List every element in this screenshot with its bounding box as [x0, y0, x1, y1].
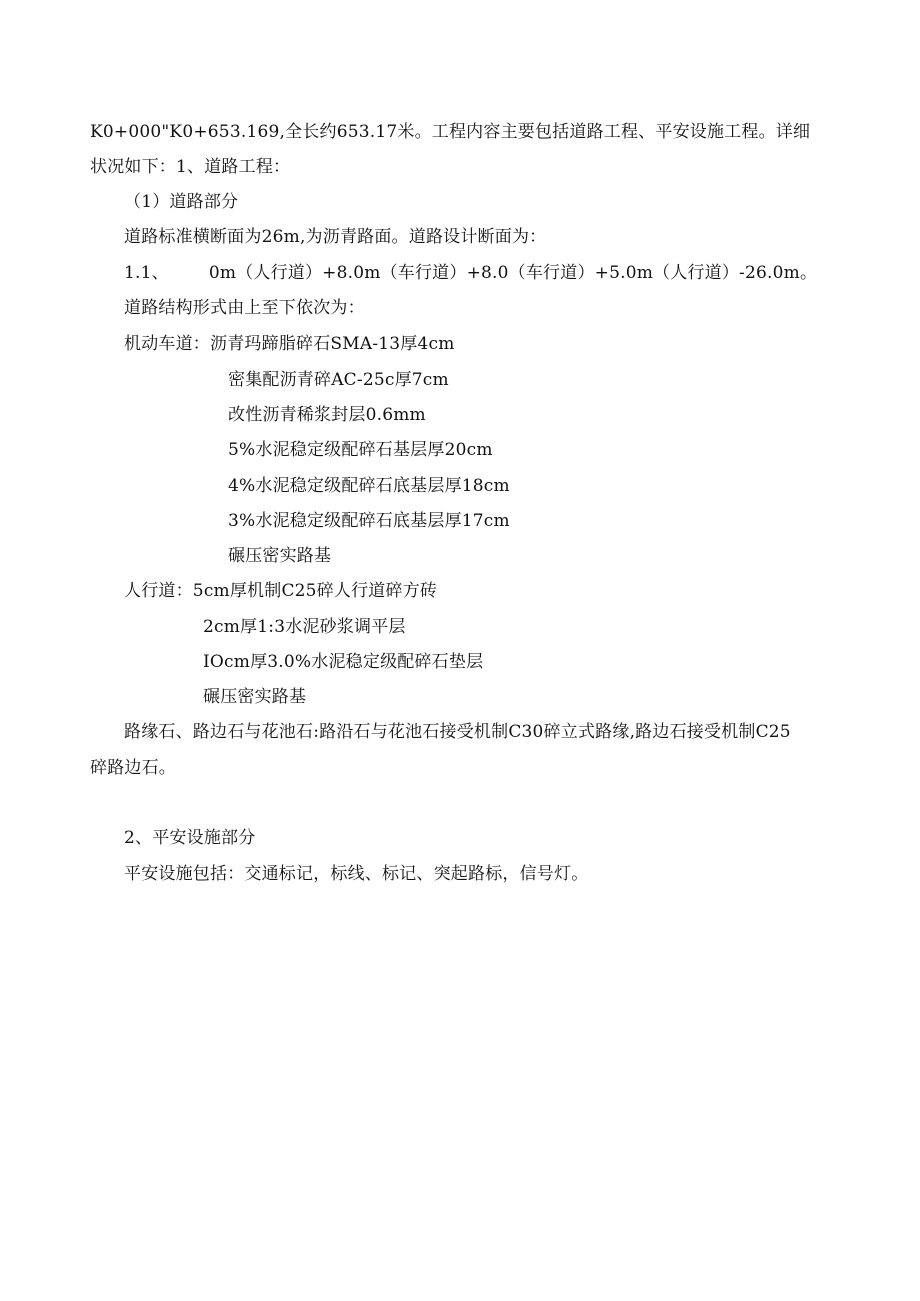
sidewalk-layer-3: IOcm厚3.0%水泥稳定级配碎石垫层 [203, 652, 484, 672]
section-number: 1.1、 [124, 263, 169, 283]
motorway-layer-2: 密集配沥青碎AC-25c厚7cm [228, 370, 449, 390]
paragraph-line-status: 状况如下：1、道路工程： [90, 157, 291, 177]
motorway-layer-5: 4%水泥稳定级配碎石底基层厚18cm [228, 476, 510, 496]
motorway-layer-4: 5%水泥稳定级配碎石基层厚20cm [228, 440, 493, 460]
paragraph-line-section-formula [124, 262, 817, 284]
paragraph-line-curbstones: 路缘石、路边石与花池石:路沿石与花池石接受机制C30碎立式路缘,路边石接受机制C25 [124, 722, 791, 742]
paragraph-line-route-range: K0+000"K0+653.169,全长约653.17米。工程内容主要包括道路工程、平安设施工程。详细 [90, 122, 811, 142]
paragraph-line-cross-section: 道路标准横断面为26m,为沥青路面。道路设计断面为： [124, 227, 547, 247]
motorway-layer-1: 机动车道：沥青玛蹄脂碎石SMA-13厚4cm [124, 334, 455, 354]
section-formula: 0m（人行道）+8.0m（车行道）+8.0（车行道）+5.0m（人行道）-26.0m。 [208, 263, 818, 283]
section-heading-road-part: （1）道路部分 [124, 192, 239, 212]
paragraph-line-safety-items: 平安设施包括：交通标记，标线、标记、突起路标，信号灯。 [124, 864, 589, 884]
motorway-layer-3: 改性沥青稀浆封层0.6mm [228, 405, 426, 425]
section-heading-safety: 2、平安设施部分 [124, 828, 256, 848]
paragraph-line-structure-intro: 道路结构形式由上至下依次为： [124, 298, 365, 318]
sidewalk-layer-4: 碾压密实路基 [203, 687, 307, 707]
sidewalk-layer-1: 人行道：5cm厚机制C25碎人行道碎方砖 [124, 581, 438, 601]
motorway-layer-7: 碾压密实路基 [228, 546, 332, 566]
motorway-layer-6: 3%水泥稳定级配碎石底基层厚17cm [228, 511, 510, 531]
sidewalk-layer-2: 2cm厚1:3水泥砂浆调平层 [203, 617, 406, 637]
paragraph-line-curbstones-cont: 碎路边石。 [90, 758, 176, 778]
